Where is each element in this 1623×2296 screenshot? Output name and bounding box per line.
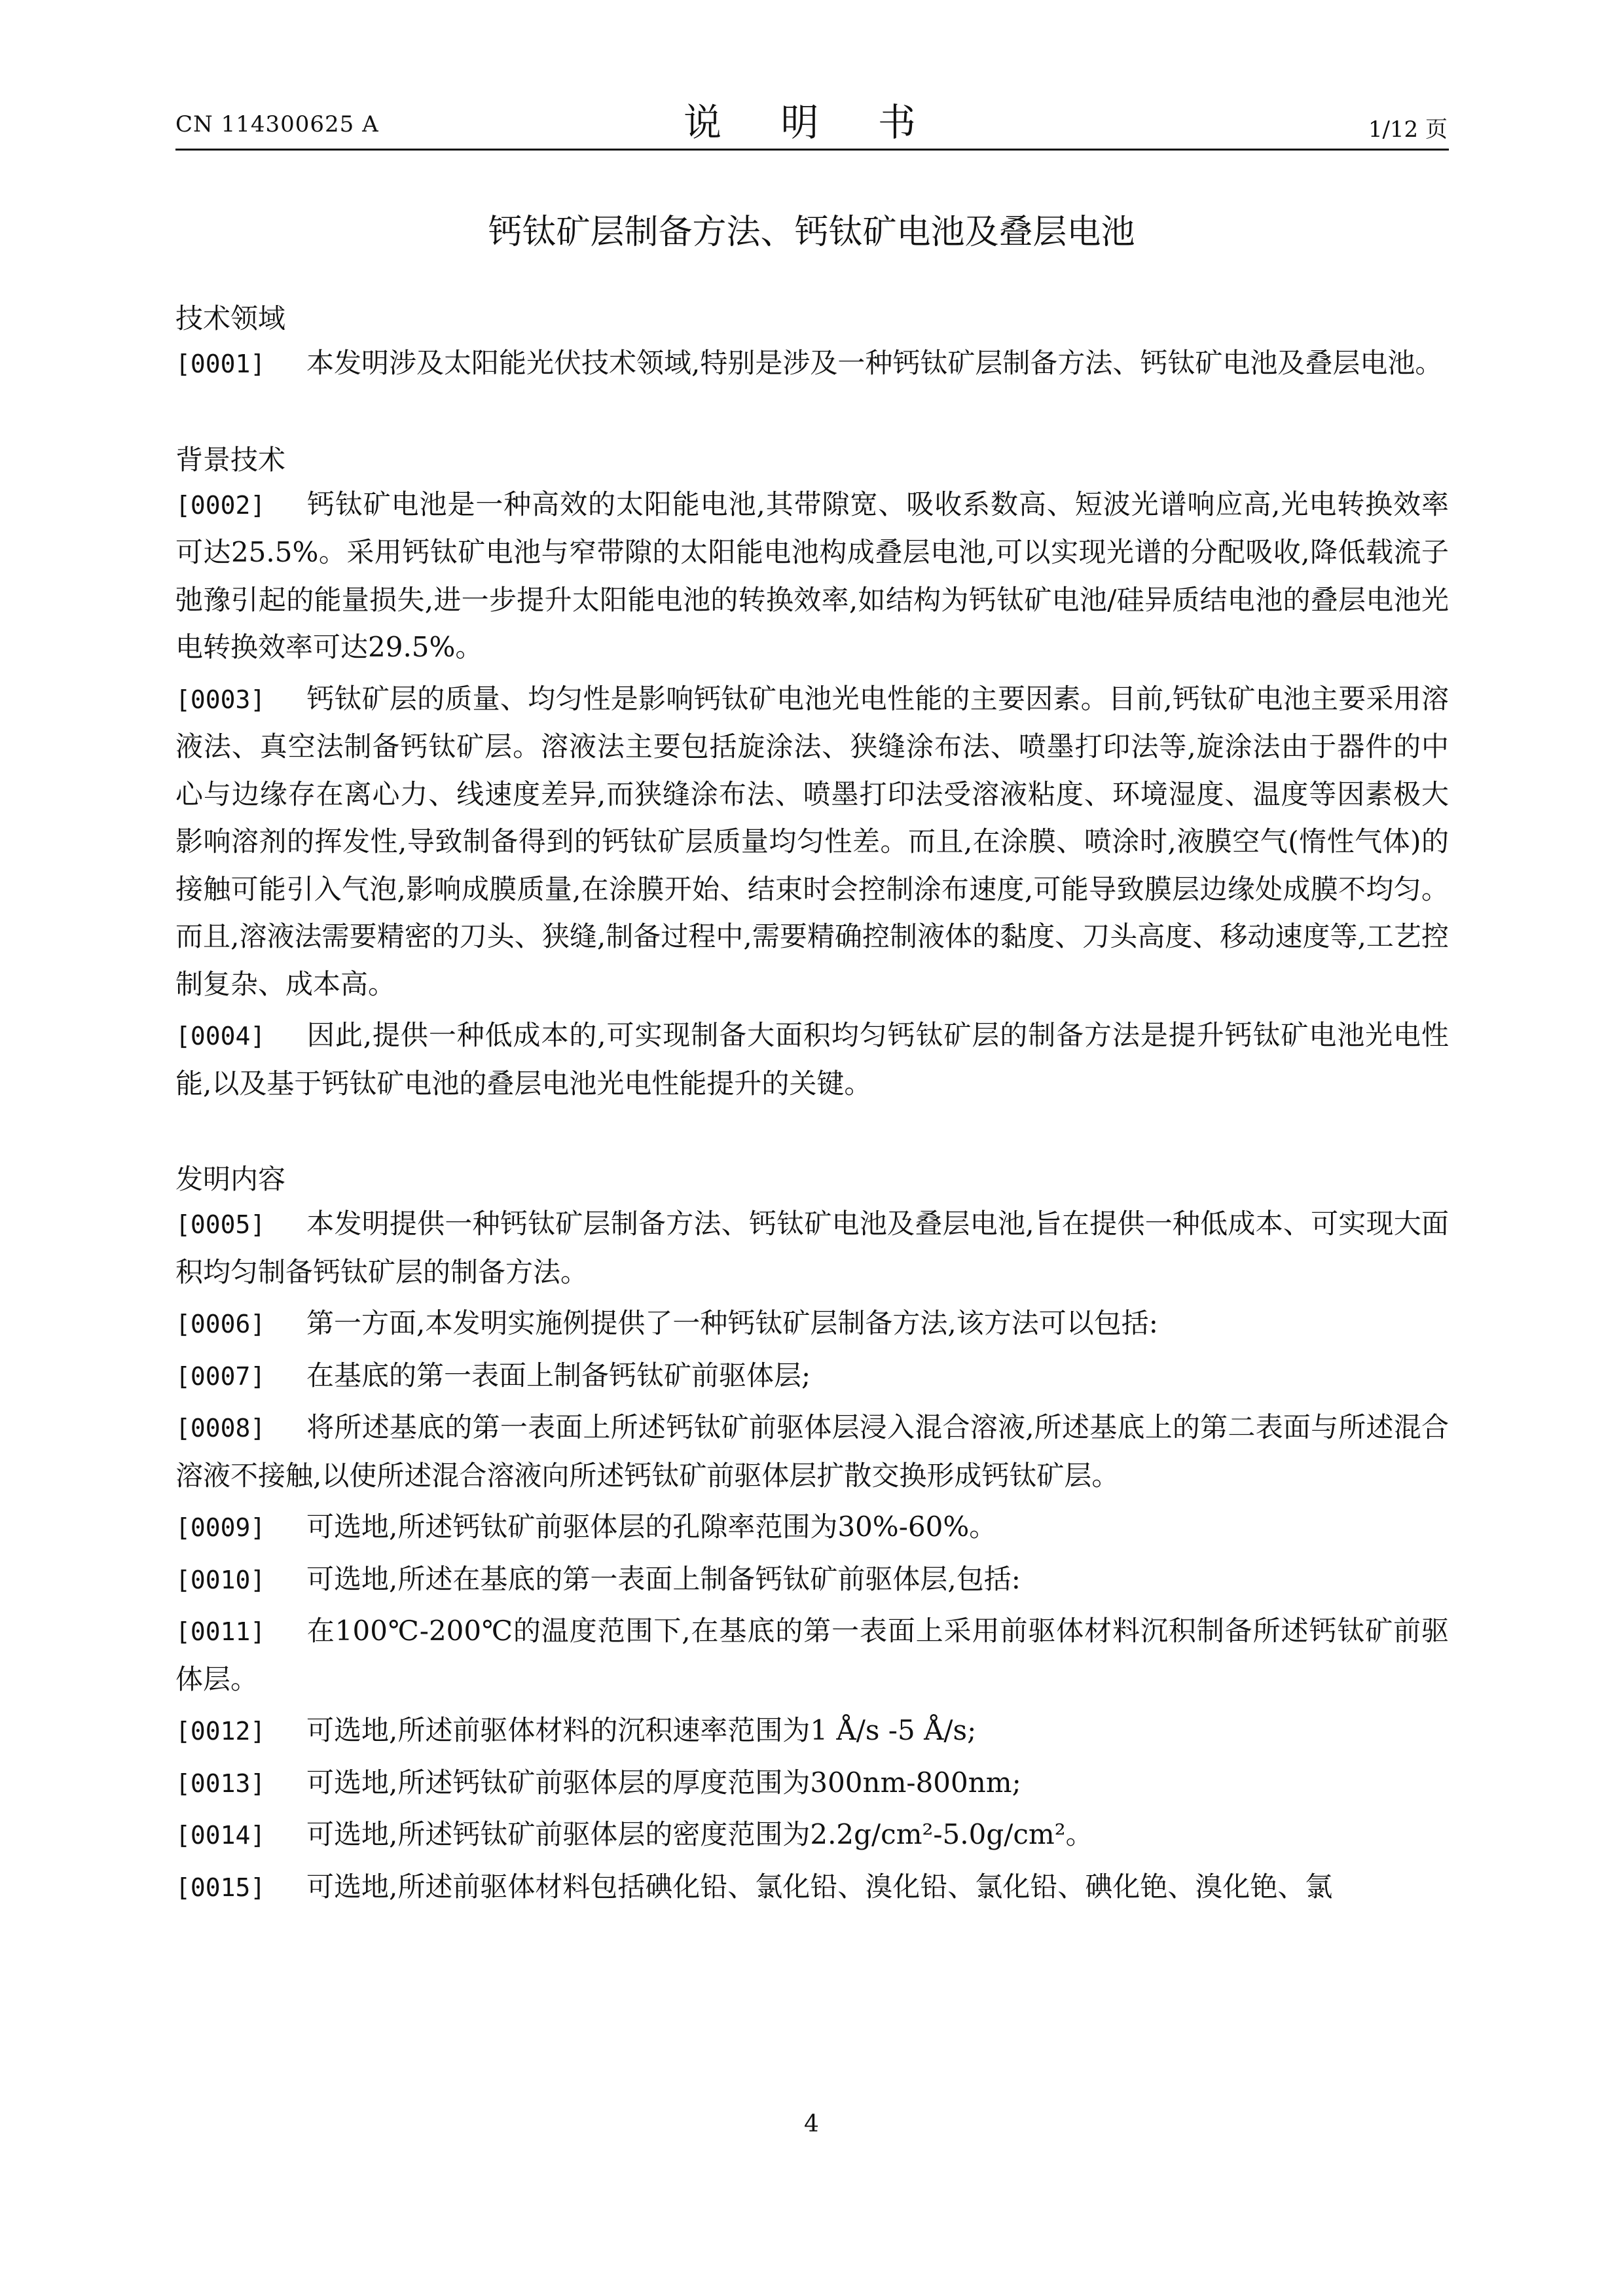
paragraph-text: 可选地,所述在基底的第一表面上制备钙钛矿前驱体层,包括: [306, 1562, 1021, 1595]
paragraph-number: [0001] [175, 350, 266, 378]
paragraph [175, 1863, 1449, 1912]
section-heading: 技术领域 [175, 302, 286, 334]
paragraph [175, 481, 1449, 672]
document-body [175, 298, 1449, 1915]
paragraph-text: 可选地,所述钙钛矿前驱体层的厚度范围为300nm-800nm; [306, 1766, 1021, 1799]
paragraph [175, 1607, 1449, 1703]
paragraph-text: 可选地,所述钙钛矿前驱体层的密度范围为2.2g/cm²-5.0g/cm²。 [306, 1818, 1093, 1850]
paragraph-number: [0009] [175, 1513, 266, 1542]
section-heading: 背景技术 [175, 443, 286, 476]
paragraph [175, 1707, 1449, 1755]
paragraph-number: [0004] [175, 1022, 266, 1050]
paragraph-text: 钙钛矿电池是一种高效的太阳能电池,其带隙宽、吸收系数高、短波光谱响应高,光电转换效率可达25.5%。采用钙钛矿电池与窄带隙的太阳能电池构成叠层电池,可以实现光谱的分配吸收,降低载流子弛豫引起的能量损失,进一步提升太阳能电池的转换效率,如结构为钙钛矿电池/硅异质结电池的叠层电池光电转换效率可达29.5%。 [175, 488, 1449, 663]
paragraph-number: [0010] [175, 1565, 266, 1594]
paragraph-text: 将所述基底的第一表面上所述钙钛矿前驱体层浸入混合溶液,所述基底上的第二表面与所述混合溶液不接触,以使所述混合溶液向所述钙钛矿前驱体层扩散交换形成钙钛矿层。 [175, 1411, 1449, 1492]
paragraph-text: 因此,提供一种低成本的,可实现制备大面积均匀钙钛矿层的制备方法是提升钙钛矿电池光电性能,以及基于钙钛矿电池的叠层电池光电性能提升的关键。 [175, 1019, 1449, 1100]
patent-number: CN 114300625 A [175, 111, 379, 137]
paragraph-number: [0015] [175, 1873, 266, 1902]
paragraph [175, 1404, 1449, 1499]
paragraph [175, 1352, 1449, 1401]
page-number: 4 [804, 2111, 819, 2138]
paragraph [175, 1503, 1449, 1552]
paragraph-text: 可选地,所述前驱体材料的沉积速率范围为1 Å/s -5 Å/s; [306, 1714, 977, 1746]
page-count: 1/12 页 [1368, 117, 1448, 143]
paragraph-text: 在100℃-200℃的温度范围下,在基底的第一表面上采用前驱体材料沉积制备所述钙钛矿前驱体层。 [175, 1615, 1449, 1695]
section-heading: 发明内容 [175, 1163, 286, 1195]
paragraph-number: [0014] [175, 1821, 266, 1850]
page-header [0, 0, 1623, 157]
header-title: 说 明 书 [684, 100, 939, 145]
paragraph [175, 1759, 1449, 1808]
paragraph [175, 1300, 1449, 1348]
paragraph-number: [0006] [175, 1310, 266, 1338]
paragraph-number: [0003] [175, 685, 266, 714]
paragraph-text: 本发明涉及太阳能光伏技术领域,特别是涉及一种钙钛矿层制备方法、钙钛矿电池及叠层电池。 [306, 347, 1443, 379]
paragraph-number: [0012] [175, 1717, 266, 1746]
paragraph [175, 1200, 1449, 1296]
paragraph-text: 本发明提供一种钙钛矿层制备方法、钙钛矿电池及叠层电池,旨在提供一种低成本、可实现大面积均匀制备钙钛矿层的制备方法。 [175, 1208, 1449, 1288]
paragraph-number: [0002] [175, 490, 266, 520]
paragraph [175, 675, 1449, 1009]
paragraph-text: 在基底的第一表面上制备钙钛矿前驱体层; [306, 1359, 811, 1391]
paragraph-text: 钙钛矿层的质量、均匀性是影响钙钛矿电池光电性能的主要因素。目前,钙钛矿电池主要采用溶液法、真空法制备钙钛矿层。溶液法主要包括旋涂法、狭缝涂布法、喷墨打印法等,旋涂法由于器件的中心与边缘存在离心力、线速度差异,而狭缝涂布法、喷墨打印法受溶液粘度、环境湿度、温度等因素极大影响溶剂的挥发性,导致制备得到的钙钛矿层质量均匀性差。而且,在涂膜、喷涂时,液膜空气(惰性气体)的接触可能引入气泡,影响成膜质量,在涂膜开始、结束时会控制涂布速度,可能导致膜层边缘处成膜不均匀。而且,溶液法需要精密的刀头、狭缝,制备过程中,需要精确控制液体的黏度、刀头高度、移动速度等,工艺控制复杂、成本高。 [175, 682, 1449, 1000]
paragraph-number: [0013] [175, 1768, 266, 1798]
header-divider [175, 149, 1449, 151]
paragraph-number: [0011] [175, 1617, 266, 1646]
paragraph-text: 可选地,所述钙钛矿前驱体层的孔隙率范围为30%-60%。 [306, 1511, 997, 1543]
document-title: 钙钛矿层制备方法、钙钛矿电池及叠层电池 [488, 213, 1135, 252]
paragraph-number: [0007] [175, 1361, 266, 1391]
paragraph [175, 1012, 1449, 1107]
paragraph [175, 1556, 1449, 1604]
paragraph-text: 第一方面,本发明实施例提供了一种钙钛矿层制备方法,该方法可以包括: [306, 1307, 1158, 1339]
paragraph [175, 1811, 1449, 1859]
paragraph [175, 340, 1449, 388]
paragraph-text: 可选地,所述前驱体材料包括碘化铅、氯化铅、溴化铅、氯化铅、碘化铯、溴化铯、氯 [306, 1870, 1333, 1903]
paragraph-number: [0005] [175, 1210, 266, 1239]
paragraph-number: [0008] [175, 1414, 266, 1443]
